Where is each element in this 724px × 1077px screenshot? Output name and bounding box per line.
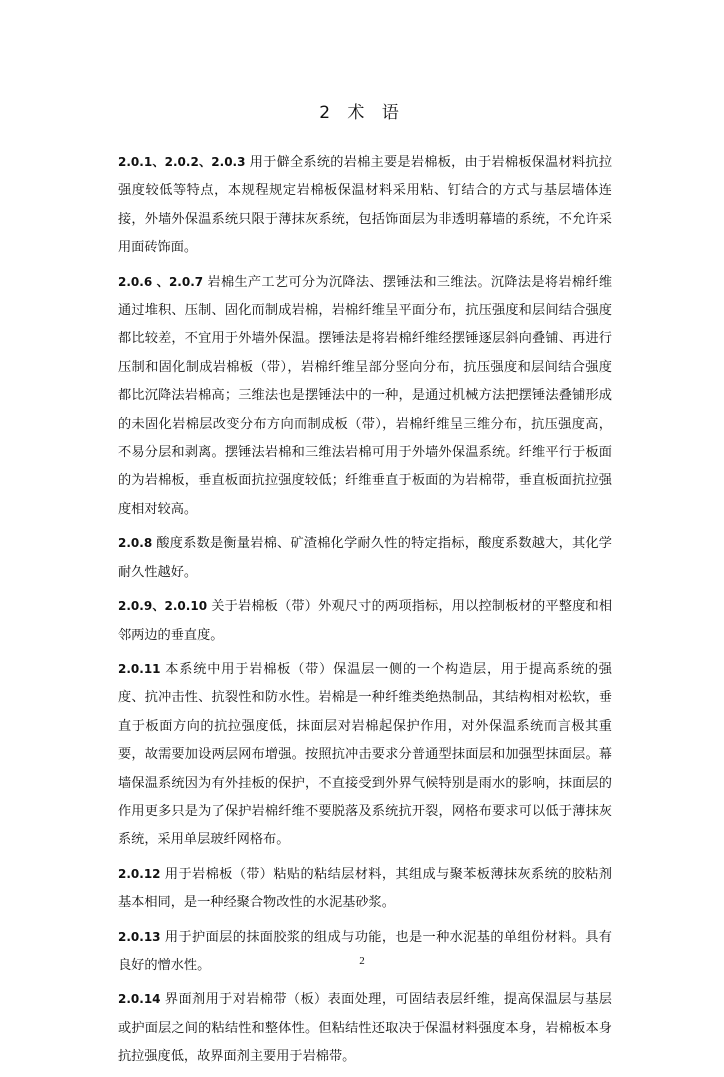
clause-paragraph [118, 923, 612, 981]
clause-text: 关于岩棉板（带）外观尺寸的两项指标，用以控制板材的平整度和相邻两边的垂直度。 [118, 599, 613, 643]
clause-paragraph [118, 592, 612, 650]
clause-text: 用于僻全系统的岩棉主要是岩棉板，由于岩棉板保温材料抗拉强度较低等特点，本规程规定岩棉板保温材料采用粘、钉结合的方式与基层墙体连接，外墙外保温系统只限于薄抹灰系统，包括饰面层为非透明幕墙的系统，不允许采用面砖饰面。 [118, 155, 613, 256]
clause-number: 2.0.13 [118, 929, 161, 944]
clause-paragraph [118, 655, 612, 855]
clause-number: 2.0.9、2.0.10 [118, 599, 208, 614]
clause-number: 2.0.6 、2.0.7 [118, 274, 204, 289]
section-body [118, 148, 612, 1077]
clause-text: 用于护面层的抹面胶浆的组成与功能，也是一种水泥基的单组份材料。具有良好的憎水性。 [118, 929, 612, 973]
clause-number: 2.0.14 [118, 992, 161, 1007]
clause-text: 岩棉生产工艺可分为沉降法、摆锤法和三维法。沉降法是将岩棉纤维通过堆积、压制、固化而制成岩棉，岩棉纤维呈平面分布，抗压强度和层间结合强度都比较差，不宜用于外墙外保温。摆锤法是将岩棉纤维经摆锤逐层斜向叠铺、再进行压制和固化制成岩棉板（带），岩棉纤维呈部分竖向分布，抗压强度和层间结合强度都比沉降法岩棉高；三维法也是摆锤法中的一种，是通过机械方法把摆锤法叠铺形成的未固化岩棉层改变分布方向而制成板（带），岩棉纤维呈三维分布，抗压强度高，不易分层和剥离。摆锤法岩棉和三维法岩棉可用于外墙外保温系统。纤维平行于板面的为岩棉板，垂直板面抗拉强度较低；纤维垂直于板面的为岩棉带，垂直板面抗拉强度相对较高。 [118, 274, 613, 517]
clause-number: 2.0.12 [118, 866, 161, 881]
clause-number: 2.0.11 [118, 661, 161, 676]
clause-paragraph [118, 268, 612, 525]
clause-number: 2.0.8 [118, 536, 153, 551]
clause-paragraph [118, 529, 612, 587]
clause-paragraph [118, 148, 612, 263]
clause-paragraph [118, 985, 612, 1071]
section-title: 2 术 语 [319, 103, 405, 123]
clause-text: 用于岩棉板（带）粘贴的粘结层材料，其组成与聚苯板薄抹灰系统的胶粘剂基本相同，是一种经聚合物改性的水泥基砂浆。 [118, 866, 612, 911]
clause-number: 2.0.1、2.0.2、2.0.3 [118, 155, 246, 169]
page-number: 2 [359, 955, 365, 967]
clause-paragraph [118, 860, 612, 918]
clause-text: 酸度系数是衡量岩棉、矿渣棉化学耐久性的特定指标，酸度系数越大，其化学耐久性越好。 [118, 536, 612, 580]
clause-text: 本系统中用于岩棉板（带）保温层一侧的一个构造层，用于提高系统的强度、抗冲击性、抗裂性和防水性。岩棉是一种纤维类绝热制品，其结构相对松软，垂直于板面方向的抗拉强度低，抹面层对岩棉起保护作用，对外保温系统而言极其重要，故需要加设两层网布增强。按照抗冲击要求分普通型抹面层和加强型抹面层。幕墙保温系统因为有外挂板的保护，不直接受到外界气候特别是雨水的影响，抹面层的作用更多只是为了保护岩棉纤维不要脱落及系统抗开裂，网格布要求可以低于薄抹灰系统，采用单层玻纤网格布。 [118, 661, 612, 848]
clause-text: 界面剂用于对岩棉带（板）表面处理，可固结表层纤维，提高保温层与基层或护面层之间的粘结性和整体性。但粘结性还取决于保温材料强度本身，岩棉板本身抗拉强度低，故界面剂主要用于岩棉带。 [118, 992, 612, 1065]
